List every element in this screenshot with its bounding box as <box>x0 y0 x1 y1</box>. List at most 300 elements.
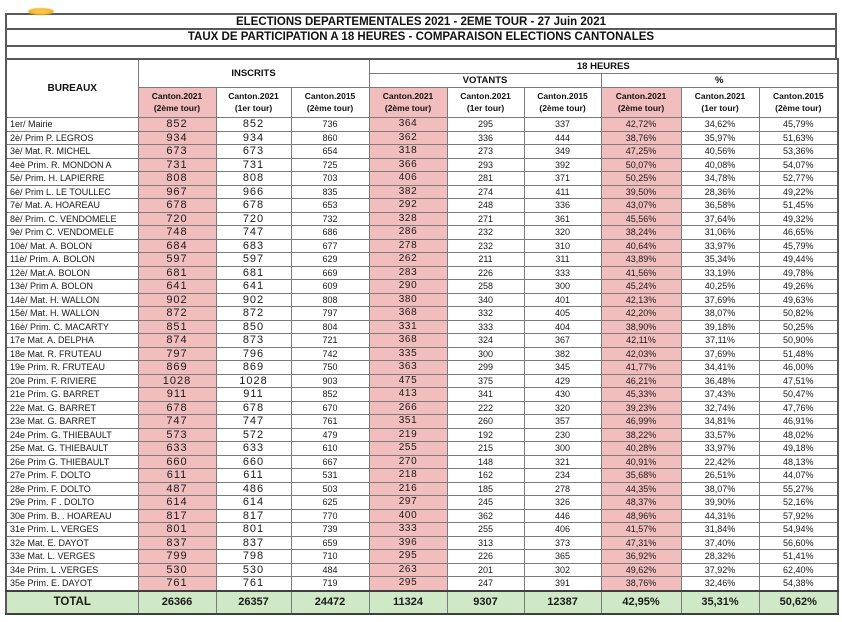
value-cell: 270 <box>369 455 447 469</box>
value-cell: 641 <box>138 280 216 294</box>
bureau-name: 9è/ Prim C. VENDOMELE <box>6 226 138 240</box>
bureau-name: 22e Mat. G. BARRET <box>6 401 138 415</box>
value-cell: 26,51% <box>681 469 759 483</box>
value-cell: 934 <box>138 131 216 145</box>
value-cell: 28,32% <box>681 550 759 564</box>
value-cell: 368 <box>369 307 447 321</box>
value-cell: 487 <box>138 482 216 496</box>
value-cell: 446 <box>524 509 601 523</box>
total-value-cell: 50,62% <box>759 591 838 614</box>
value-cell: 232 <box>447 226 524 240</box>
table-row <box>6 509 838 523</box>
value-cell: 32,46% <box>681 577 759 591</box>
table-row <box>6 293 838 307</box>
value-cell: 22,42% <box>681 455 759 469</box>
value-cell: 234 <box>524 469 601 483</box>
value-cell: 406 <box>369 172 447 186</box>
value-cell: 290 <box>369 280 447 294</box>
value-cell: 43,07% <box>601 199 681 213</box>
value-cell: 653 <box>291 199 369 213</box>
value-cell: 57,92% <box>759 509 838 523</box>
value-cell: 271 <box>447 212 524 226</box>
value-cell: 247 <box>447 577 524 591</box>
value-cell: 38,90% <box>601 320 681 334</box>
value-cell: 401 <box>524 293 601 307</box>
value-cell: 721 <box>291 334 369 348</box>
bureau-name: 3è/ Mat. R. MICHEL <box>6 145 138 159</box>
bureau-name: 18e Mat. R. FRUTEAU <box>6 347 138 361</box>
total-label: TOTAL <box>6 591 138 614</box>
value-cell: 273 <box>447 145 524 159</box>
value-cell: 53,36% <box>759 145 838 159</box>
value-cell: 37,11% <box>681 334 759 348</box>
value-cell: 530 <box>138 563 216 577</box>
value-cell: 47,76% <box>759 401 838 415</box>
value-cell: 45,33% <box>601 388 681 402</box>
value-cell: 629 <box>291 253 369 267</box>
bureaux-column-header: BUREAUX <box>6 59 138 118</box>
value-cell: 321 <box>524 455 601 469</box>
value-cell: 283 <box>369 266 447 280</box>
value-cell: 678 <box>216 401 291 415</box>
value-cell: 54,38% <box>759 577 838 591</box>
value-cell: 46,00% <box>759 361 838 375</box>
value-cell: 609 <box>291 280 369 294</box>
value-cell: 33,19% <box>681 266 759 280</box>
value-cell: 911 <box>216 388 291 402</box>
value-cell: 610 <box>291 442 369 456</box>
value-cell: 222 <box>447 401 524 415</box>
value-cell: 245 <box>447 496 524 510</box>
value-cell: 363 <box>369 361 447 375</box>
value-cell: 742 <box>291 347 369 361</box>
value-cell: 38,07% <box>681 307 759 321</box>
table-row <box>6 212 838 226</box>
value-cell: 39,50% <box>601 185 681 199</box>
table-row <box>6 334 838 348</box>
value-cell: 633 <box>138 442 216 456</box>
value-cell: 400 <box>369 509 447 523</box>
value-cell: 761 <box>138 577 216 591</box>
value-cell: 313 <box>447 536 524 550</box>
value-cell: 37,64% <box>681 212 759 226</box>
value-cell: 42,13% <box>601 293 681 307</box>
value-cell: 40,64% <box>601 239 681 253</box>
value-cell: 686 <box>291 226 369 240</box>
value-cell: 33,97% <box>681 442 759 456</box>
value-cell: 300 <box>447 347 524 361</box>
value-cell: 411 <box>524 185 601 199</box>
value-cell: 852 <box>216 118 291 132</box>
value-cell: 405 <box>524 307 601 321</box>
value-cell: 49,44% <box>759 253 838 267</box>
value-cell: 683 <box>216 239 291 253</box>
table-row <box>6 239 838 253</box>
value-cell: 872 <box>216 307 291 321</box>
value-cell: 475 <box>369 374 447 388</box>
value-cell: 681 <box>138 266 216 280</box>
column-subheader-8: Canton.2015 (2ème tour) <box>759 88 838 118</box>
value-cell: 262 <box>369 253 447 267</box>
value-cell: 36,92% <box>601 550 681 564</box>
value-cell: 40,08% <box>681 158 759 172</box>
value-cell: 33,97% <box>681 239 759 253</box>
value-cell: 38,22% <box>601 428 681 442</box>
value-cell: 673 <box>216 145 291 159</box>
value-cell: 50,47% <box>759 388 838 402</box>
value-cell: 219 <box>369 428 447 442</box>
value-cell: 50,07% <box>601 158 681 172</box>
value-cell: 720 <box>138 212 216 226</box>
value-cell: 837 <box>138 536 216 550</box>
value-cell: 852 <box>291 388 369 402</box>
value-cell: 804 <box>291 320 369 334</box>
value-cell: 934 <box>216 131 291 145</box>
total-value-cell: 35,31% <box>681 591 759 614</box>
value-cell: 260 <box>447 415 524 429</box>
value-cell: 902 <box>216 293 291 307</box>
value-cell: 211 <box>447 253 524 267</box>
value-cell: 531 <box>291 469 369 483</box>
value-cell: 295 <box>369 550 447 564</box>
value-cell: 719 <box>291 577 369 591</box>
value-cell: 42,03% <box>601 347 681 361</box>
value-cell: 684 <box>138 239 216 253</box>
column-subheader-2: Canton.2015 (2ème tour) <box>291 88 369 118</box>
value-cell: 43,89% <box>601 253 681 267</box>
value-cell: 320 <box>524 401 601 415</box>
table-row <box>6 253 838 267</box>
value-cell: 266 <box>369 401 447 415</box>
value-cell: 335 <box>369 347 447 361</box>
value-cell: 185 <box>447 482 524 496</box>
value-cell: 46,65% <box>759 226 838 240</box>
value-cell: 852 <box>138 118 216 132</box>
column-subheader-1: Canton.2021 (1er tour) <box>216 88 291 118</box>
value-cell: 902 <box>138 293 216 307</box>
value-cell: 747 <box>216 415 291 429</box>
value-cell: 49,62% <box>601 563 681 577</box>
value-cell: 278 <box>524 482 601 496</box>
value-cell: 274 <box>447 185 524 199</box>
table-row <box>6 280 838 294</box>
value-cell: 736 <box>291 118 369 132</box>
value-cell: 673 <box>138 145 216 159</box>
value-cell: 835 <box>291 185 369 199</box>
value-cell: 808 <box>291 293 369 307</box>
bureau-name: 26e Prim G. THIEBAULT <box>6 455 138 469</box>
value-cell: 770 <box>291 509 369 523</box>
table-row <box>6 442 838 456</box>
value-cell: 278 <box>369 239 447 253</box>
value-cell: 248 <box>447 199 524 213</box>
table-row <box>6 415 838 429</box>
value-cell: 44,35% <box>601 482 681 496</box>
value-cell: 39,90% <box>681 496 759 510</box>
value-cell: 47,31% <box>601 536 681 550</box>
bureau-name: 31e Prim. L. VERGES <box>6 523 138 537</box>
bureau-name: 1er/ Mairie <box>6 118 138 132</box>
value-cell: 47,51% <box>759 374 838 388</box>
value-cell: 731 <box>138 158 216 172</box>
value-cell: 850 <box>216 320 291 334</box>
value-cell: 281 <box>447 172 524 186</box>
value-cell: 361 <box>524 212 601 226</box>
value-cell: 293 <box>447 158 524 172</box>
inscrits-group-header: INSCRITS <box>138 59 369 88</box>
value-cell: 44,31% <box>681 509 759 523</box>
value-cell: 747 <box>216 226 291 240</box>
value-cell: 484 <box>291 563 369 577</box>
value-cell: 748 <box>138 226 216 240</box>
value-cell: 660 <box>138 455 216 469</box>
bureau-name: 8è/ Prim. C. VENDOMELE <box>6 212 138 226</box>
total-value-cell: 12387 <box>524 591 601 614</box>
value-cell: 333 <box>524 266 601 280</box>
value-cell: 681 <box>216 266 291 280</box>
value-cell: 299 <box>447 361 524 375</box>
column-subheader-7: Canton.2021 (1er tour) <box>681 88 759 118</box>
value-cell: 750 <box>291 361 369 375</box>
value-cell: 31,84% <box>681 523 759 537</box>
value-cell: 49,63% <box>759 293 838 307</box>
table-row <box>6 172 838 186</box>
total-value-cell: 42,95% <box>601 591 681 614</box>
table-row <box>6 455 838 469</box>
value-cell: 201 <box>447 563 524 577</box>
value-cell: 310 <box>524 239 601 253</box>
table-row <box>6 563 838 577</box>
column-subheader-4: Canton.2021 (1er tour) <box>447 88 524 118</box>
value-cell: 966 <box>216 185 291 199</box>
value-cell: 611 <box>138 469 216 483</box>
value-cell: 45,56% <box>601 212 681 226</box>
value-cell: 364 <box>369 118 447 132</box>
value-cell: 51,45% <box>759 199 838 213</box>
value-cell: 797 <box>291 307 369 321</box>
value-cell: 46,99% <box>601 415 681 429</box>
value-cell: 49,18% <box>759 442 838 456</box>
value-cell: 49,22% <box>759 185 838 199</box>
value-cell: 40,25% <box>681 280 759 294</box>
participation-table <box>5 58 839 615</box>
value-cell: 368 <box>369 334 447 348</box>
value-cell: 37,92% <box>681 563 759 577</box>
value-cell: 42,20% <box>601 307 681 321</box>
value-cell: 1028 <box>138 374 216 388</box>
value-cell: 404 <box>524 320 601 334</box>
bureau-name: 12è/ Mat.A. BOLON <box>6 266 138 280</box>
table-header <box>6 59 838 118</box>
value-cell: 597 <box>216 253 291 267</box>
value-cell: 367 <box>524 334 601 348</box>
value-cell: 326 <box>524 496 601 510</box>
header-group-row-top <box>6 59 838 74</box>
value-cell: 341 <box>447 388 524 402</box>
value-cell: 611 <box>216 469 291 483</box>
value-cell: 41,77% <box>601 361 681 375</box>
value-cell: 50,25% <box>601 172 681 186</box>
value-cell: 872 <box>138 307 216 321</box>
value-cell: 44,07% <box>759 469 838 483</box>
value-cell: 860 <box>291 131 369 145</box>
value-cell: 641 <box>216 280 291 294</box>
bureau-name: 6è/ Prim L. LE TOULLEC <box>6 185 138 199</box>
value-cell: 365 <box>524 550 601 564</box>
value-cell: 911 <box>138 388 216 402</box>
table-row <box>6 536 838 550</box>
column-subheader-3: Canton.2021 (2ème tour) <box>369 88 447 118</box>
value-cell: 572 <box>216 428 291 442</box>
value-cell: 351 <box>369 415 447 429</box>
value-cell: 761 <box>291 415 369 429</box>
value-cell: 413 <box>369 388 447 402</box>
table-row <box>6 185 838 199</box>
value-cell: 38,76% <box>601 131 681 145</box>
bureau-name: 16è/ Prim. C. MACARTY <box>6 320 138 334</box>
value-cell: 678 <box>138 199 216 213</box>
table-row <box>6 307 838 321</box>
value-cell: 817 <box>216 509 291 523</box>
value-cell: 37,43% <box>681 388 759 402</box>
table-row <box>6 374 838 388</box>
table-row <box>6 347 838 361</box>
value-cell: 34,78% <box>681 172 759 186</box>
value-cell: 382 <box>524 347 601 361</box>
value-cell: 391 <box>524 577 601 591</box>
bureau-name: 34e Prim. L .VERGES <box>6 563 138 577</box>
value-cell: 32,74% <box>681 401 759 415</box>
value-cell: 967 <box>138 185 216 199</box>
value-cell: 52,16% <box>759 496 838 510</box>
value-cell: 52,77% <box>759 172 838 186</box>
table-row <box>6 266 838 280</box>
table-row <box>6 158 838 172</box>
value-cell: 720 <box>216 212 291 226</box>
value-cell: 162 <box>447 469 524 483</box>
value-cell: 530 <box>216 563 291 577</box>
value-cell: 796 <box>216 347 291 361</box>
value-cell: 798 <box>216 550 291 564</box>
value-cell: 799 <box>138 550 216 564</box>
value-cell: 874 <box>138 334 216 348</box>
value-cell: 660 <box>216 455 291 469</box>
table-row <box>6 388 838 402</box>
value-cell: 50,25% <box>759 320 838 334</box>
bureau-name: 4eè Prim. R. MONDON A <box>6 158 138 172</box>
value-cell: 817 <box>138 509 216 523</box>
value-cell: 216 <box>369 482 447 496</box>
value-cell: 51,48% <box>759 347 838 361</box>
value-cell: 479 <box>291 428 369 442</box>
table-row <box>6 118 838 132</box>
value-cell: 49,78% <box>759 266 838 280</box>
value-cell: 333 <box>447 320 524 334</box>
value-cell: 444 <box>524 131 601 145</box>
value-cell: 48,13% <box>759 455 838 469</box>
value-cell: 801 <box>138 523 216 537</box>
value-cell: 332 <box>447 307 524 321</box>
value-cell: 345 <box>524 361 601 375</box>
document-frame <box>5 13 837 615</box>
table-row <box>6 401 838 415</box>
value-cell: 380 <box>369 293 447 307</box>
table-row <box>6 320 838 334</box>
value-cell: 808 <box>138 172 216 186</box>
bureau-name: 30e Prim. B. . HOAREAU <box>6 509 138 523</box>
value-cell: 362 <box>447 509 524 523</box>
total-value-cell: 24472 <box>291 591 369 614</box>
table-body <box>6 118 838 591</box>
table-footer <box>6 591 838 614</box>
bureau-name: 23e Mat. G. BARRET <box>6 415 138 429</box>
value-cell: 614 <box>138 496 216 510</box>
value-cell: 429 <box>524 374 601 388</box>
value-cell: 31,06% <box>681 226 759 240</box>
value-cell: 382 <box>369 185 447 199</box>
value-cell: 36,48% <box>681 374 759 388</box>
bureau-name: 11è/ Prim. A. BOLON <box>6 253 138 267</box>
value-cell: 286 <box>369 226 447 240</box>
value-cell: 35,68% <box>601 469 681 483</box>
value-cell: 633 <box>216 442 291 456</box>
value-cell: 333 <box>369 523 447 537</box>
value-cell: 869 <box>216 361 291 375</box>
value-cell: 703 <box>291 172 369 186</box>
value-cell: 255 <box>447 523 524 537</box>
value-cell: 62,40% <box>759 563 838 577</box>
value-cell: 406 <box>524 523 601 537</box>
value-cell: 36,58% <box>681 199 759 213</box>
value-cell: 710 <box>291 550 369 564</box>
bureau-name: 17e Mat. A. DELPHA <box>6 334 138 348</box>
pct-group-header: % <box>601 74 838 88</box>
yellow-highlighter-mark <box>28 8 54 15</box>
value-cell: 392 <box>524 158 601 172</box>
value-cell: 41,57% <box>601 523 681 537</box>
value-cell: 230 <box>524 428 601 442</box>
table-row <box>6 496 838 510</box>
table-row <box>6 482 838 496</box>
value-cell: 45,24% <box>601 280 681 294</box>
value-cell: 192 <box>447 428 524 442</box>
bureau-name: 28e Prim. F. DOLTO <box>6 482 138 496</box>
value-cell: 218 <box>369 469 447 483</box>
value-cell: 903 <box>291 374 369 388</box>
value-cell: 396 <box>369 536 447 550</box>
table-row <box>6 199 838 213</box>
bureau-name: 5è/ Prim. H. LAPIERRE <box>6 172 138 186</box>
value-cell: 373 <box>524 536 601 550</box>
value-cell: 302 <box>524 563 601 577</box>
value-cell: 349 <box>524 145 601 159</box>
value-cell: 292 <box>369 199 447 213</box>
value-cell: 573 <box>138 428 216 442</box>
table-row <box>6 361 838 375</box>
value-cell: 375 <box>447 374 524 388</box>
value-cell: 331 <box>369 320 447 334</box>
value-cell: 851 <box>138 320 216 334</box>
value-cell: 41,56% <box>601 266 681 280</box>
table-row <box>6 145 838 159</box>
table-row <box>6 131 838 145</box>
value-cell: 678 <box>138 401 216 415</box>
bureau-name: 35e Prim. E. DAYOT <box>6 577 138 591</box>
value-cell: 232 <box>447 239 524 253</box>
bureau-name: 13è/ Prim A. BOLON <box>6 280 138 294</box>
value-cell: 654 <box>291 145 369 159</box>
value-cell: 54,07% <box>759 158 838 172</box>
